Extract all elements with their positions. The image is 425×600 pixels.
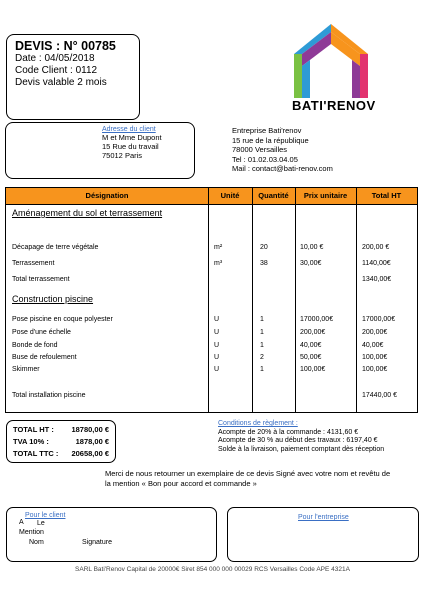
legal-footer: SARL Bati'Renov Capital de 20000€ Siret 854 000 000 00029 RCS Versailles Code APE 4321A (75, 566, 350, 573)
row-quantity: 1 (260, 316, 264, 323)
row-quantity: 38 (260, 260, 268, 267)
brand-name: BATI'RENOV (292, 98, 376, 113)
row-unit: m³ (214, 260, 223, 267)
subtotal-value: 1340,00€ (362, 276, 392, 283)
company-tel: Tel : 01.02.03.04.05 (232, 154, 298, 164)
row-unit: U (214, 316, 220, 323)
client-address-label: Adresse du client (102, 126, 156, 133)
thanks-line: Merci de nous retourner un exemplaire de ce devis Signé avec votre nom et revêtu de (105, 469, 391, 478)
row-unit-price: 50,00€ (300, 354, 322, 361)
row-total: 40,00€ (362, 342, 384, 349)
signature-mention-label: Mention (19, 529, 44, 536)
total-ht-value: 18780,00 € (71, 425, 109, 434)
quote-client-code: Code Client : 0112 (15, 65, 98, 76)
total-ttc-value: 20658,00 € (71, 449, 109, 458)
client-street: 15 Rue du travail (102, 142, 159, 151)
row-designation: Pose d'une échelle (12, 329, 71, 336)
row-unit-price: 10,00 € (300, 244, 324, 251)
quote-table (5, 187, 418, 413)
row-unit-price: 17000,00€ (300, 316, 334, 323)
payment-conditions (218, 420, 384, 454)
company-city: 78000 Versailles (232, 145, 288, 155)
row-total: 200,00€ (362, 329, 388, 336)
tva-value: 1878,00 € (75, 437, 109, 446)
row-quantity: 1 (260, 329, 264, 336)
quote-validity: Devis valable 2 mois (15, 77, 107, 88)
row-designation: Terrassement (12, 260, 55, 267)
signature-place-label: A (19, 519, 24, 526)
quote-number: DEVIS : N° 00785 (15, 39, 116, 53)
row-unit-price: 30,00€ (300, 260, 322, 267)
signature-date-label: Le (37, 520, 45, 527)
thanks-line: la mention « Bon pour accord et commande » (105, 478, 257, 488)
subtotal-value: 17440,00 € (362, 392, 398, 399)
payment-line: Solde à la livraison, paiement comptant dès réception (218, 445, 385, 453)
header-quantity: Quantité (258, 191, 289, 200)
payment-title: Conditions de règlement : (218, 420, 298, 427)
client-signature-box (6, 507, 217, 562)
row-unit-price: 40,00€ (300, 342, 322, 349)
row-unit: U (214, 354, 220, 361)
quote-date: Date : 04/05/2018 (15, 53, 95, 64)
row-designation: Skimmer (12, 366, 40, 373)
client-name: M et Mme Dupont (102, 133, 162, 142)
row-quantity: 2 (260, 354, 264, 361)
row-designation: Bonde de fond (12, 342, 58, 349)
row-unit-price: 200,00€ (300, 329, 326, 336)
row-total: 1140,00€ (362, 260, 391, 267)
payment-line: Acompte de 20% à la commande : 4131,60 € (218, 428, 359, 436)
quote-info-box (6, 34, 140, 120)
row-designation: Buse de refoulement (12, 354, 77, 361)
client-signature-label: Pour le client (25, 512, 66, 519)
signature-signature-label: Signature (82, 539, 112, 546)
tva-label: TVA 10% : (13, 437, 49, 446)
header-unit-price: Prix unitaire (303, 191, 348, 200)
row-total: 100,00€ (362, 366, 388, 373)
row-unit: U (214, 342, 220, 349)
subtotal-label: Total installation piscine (12, 392, 86, 399)
row-total: 17000,00€ (362, 316, 396, 323)
client-address-box (5, 122, 195, 179)
row-total: 100,00€ (362, 354, 388, 361)
header-total: Total HT (371, 191, 402, 200)
house-logo-icon (286, 20, 376, 110)
payment-line: Acompte de 30 % au début des travaux : 6197,40 € (218, 437, 378, 445)
subtotal-label: Total terrassement (12, 276, 70, 283)
signature-request-text (105, 469, 417, 488)
client-city: 75012 Paris (102, 151, 143, 160)
total-ht-label: TOTAL HT : (13, 425, 54, 434)
company-info (232, 126, 333, 174)
row-unit-price: 100,00€ (300, 366, 326, 373)
company-name: Entreprise Bati'renov (232, 126, 302, 135)
row-quantity: 1 (260, 342, 264, 349)
totals-box (6, 420, 116, 463)
row-total: 200,00 € (362, 244, 390, 251)
total-ttc-label: TOTAL TTC : (13, 449, 59, 458)
section-terrassement: Aménagement du sol et terrassement (12, 208, 163, 218)
company-signature-label: Pour l'entreprise (298, 514, 349, 521)
row-unit: U (214, 366, 220, 373)
company-street: 15 rue de la république (232, 135, 309, 145)
header-designation: Désignation (85, 191, 129, 200)
row-designation: Pose piscine en coque polyester (12, 316, 113, 323)
signature-name-label: Nom (29, 539, 44, 546)
row-unit: U (214, 329, 220, 336)
section-piscine: Construction piscine (12, 294, 94, 304)
row-designation: Décapage de terre végétale (12, 244, 99, 251)
company-signature-box (227, 507, 419, 562)
row-quantity: 1 (260, 366, 264, 373)
row-unit: m² (214, 244, 223, 251)
company-mail: Mail : contact@bati-renov.com (232, 164, 333, 174)
header-unit: Unité (220, 191, 240, 200)
row-quantity: 20 (260, 244, 268, 251)
